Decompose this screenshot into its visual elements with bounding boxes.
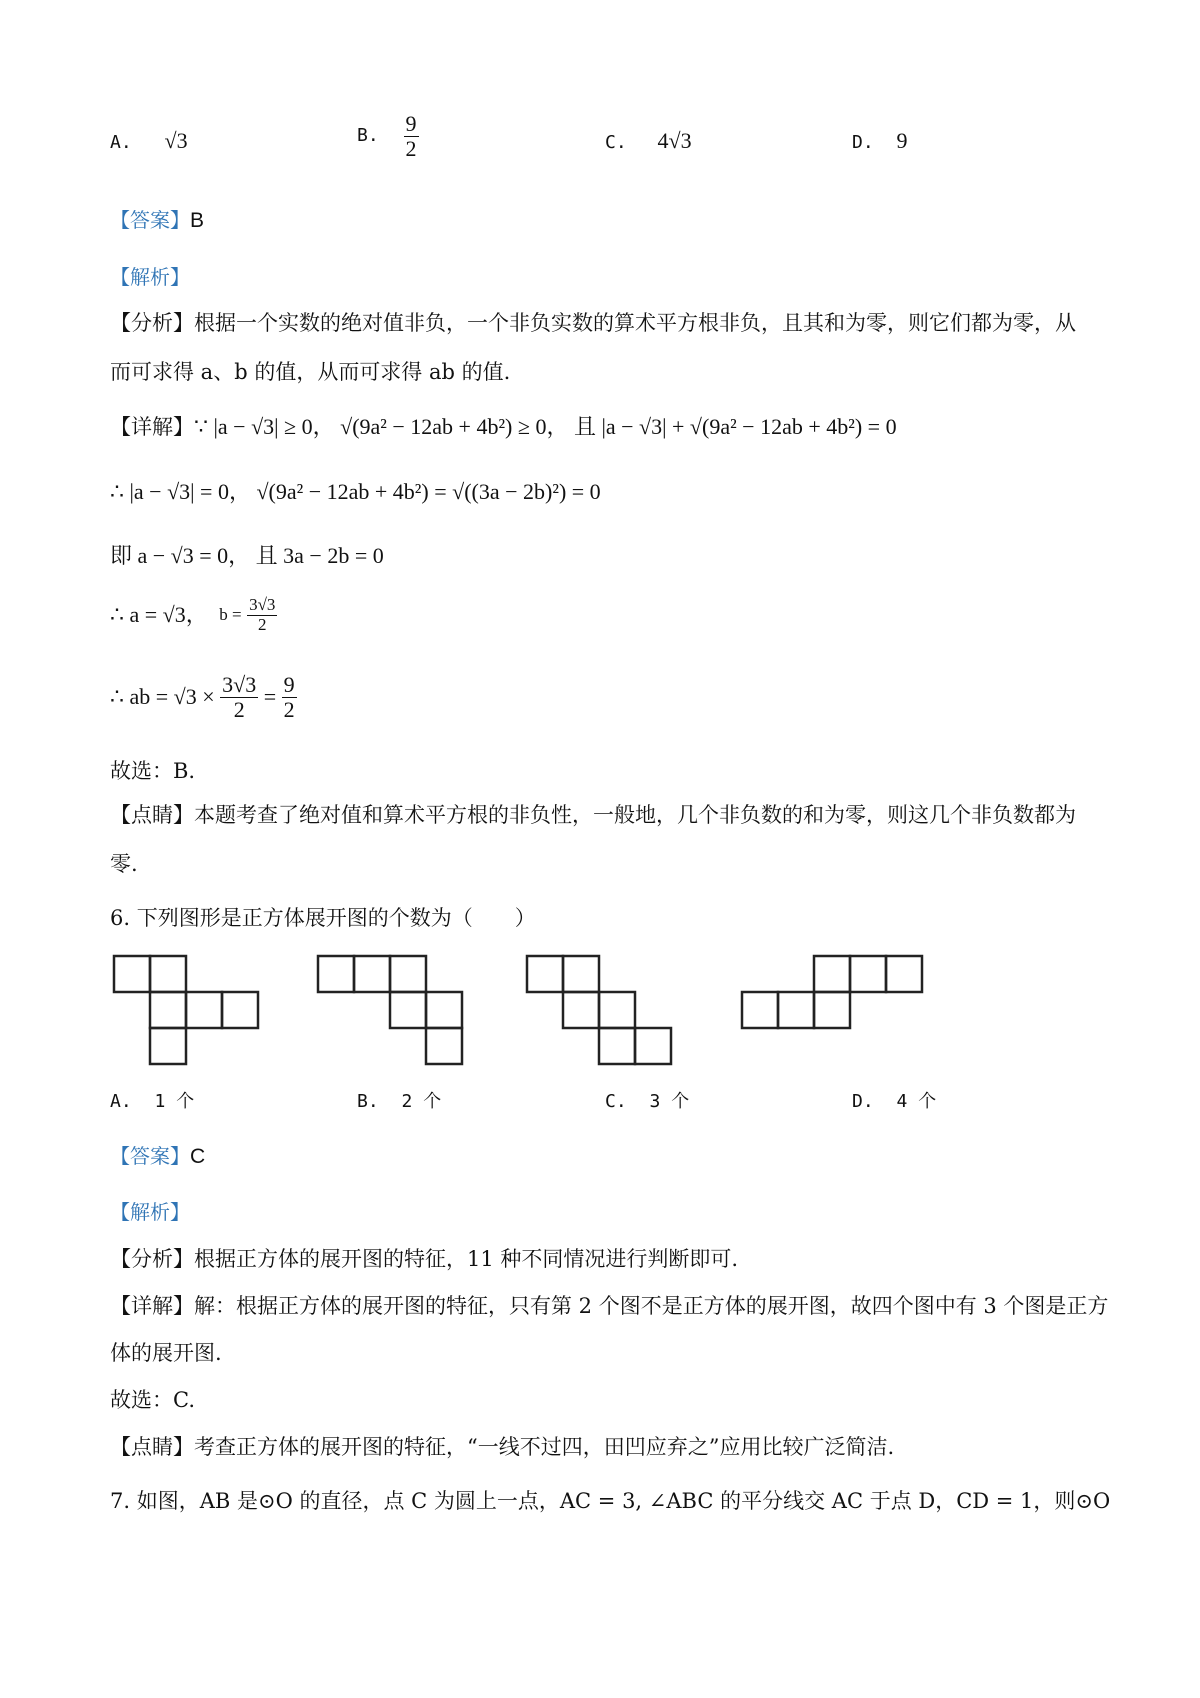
q6-fenxi	[110, 1244, 738, 1274]
option-value: √3	[164, 128, 188, 153]
q6-xiangjie-line-2: 体的展开图.	[110, 1341, 222, 1365]
q5-option-b	[357, 112, 419, 160]
fraction-denominator: 2	[405, 136, 417, 162]
equation: ∴ a = √3，	[110, 601, 208, 627]
q6-option-b	[357, 1087, 441, 1113]
q5-analysis-tag: 【解析】	[110, 265, 190, 289]
equation: b =	[219, 604, 242, 624]
option-letter: D.	[852, 1091, 874, 1112]
cube-net-figure-3	[525, 954, 675, 1069]
fraction-numerator: 9	[283, 672, 295, 697]
q5-dianjing-line-2: 零.	[110, 852, 138, 876]
fraction-numerator: 3√3	[222, 672, 257, 697]
answer-value: B	[190, 209, 205, 232]
q5-xiangjie-step-5	[110, 673, 297, 721]
q6-option-d	[852, 1087, 936, 1113]
fraction-numerator: 9	[405, 111, 417, 136]
fraction-numerator: 3√3	[249, 595, 276, 614]
fraction	[282, 673, 297, 721]
equation: ∵ |a − √3| ≥ 0， √(9a² − 12ab + 4b²) ≥ 0， 且 |a − √3| + √(9a² − 12ab + 4b²) = 0	[194, 414, 897, 439]
xiangjie-label: 【详解】	[110, 415, 194, 439]
dianjing-label: 【点睛】	[110, 803, 194, 827]
q5-fenxi-line-2: 而可求得 a、b 的值，从而可求得 ab 的值.	[110, 360, 511, 384]
cube-net-figure-4	[740, 954, 930, 1034]
option-letter: D.	[852, 132, 874, 153]
q5-xiangjie-step-2: ∴ |a − √3| = 0， √(9a² − 12ab + 4b²) = √((3a − 2b)²) = 0	[110, 479, 601, 504]
answer-tag: 【答案】	[110, 208, 190, 232]
q5-xiangjie-step-4	[110, 596, 277, 634]
option-value: 1 个	[154, 1091, 195, 1112]
q5-answer	[110, 205, 204, 236]
fenxi-label: 【分析】	[110, 311, 194, 335]
fraction	[247, 596, 277, 634]
equation: ∴ ab = √3 ×	[110, 684, 215, 710]
q6-dianjing	[110, 1432, 894, 1462]
fenxi-text: 根据一个实数的绝对值非负，一个非负实数的算术平方根非负，且其和为零，则它们都为零，从	[194, 311, 1076, 335]
q6-conclusion: 故选：C.	[110, 1388, 195, 1412]
q5-fenxi-line-1	[110, 308, 1076, 338]
q6-stem: 6. 下列图形是正方体展开图的个数为（ ）	[110, 906, 536, 930]
option-value: 4√3	[657, 128, 692, 153]
option-value: 2 个	[401, 1091, 442, 1112]
option-letter: C.	[605, 132, 627, 153]
option-letter: B.	[357, 125, 379, 147]
cube-net-figure-1	[112, 954, 262, 1069]
cube-net-figure-2	[316, 954, 466, 1069]
q5-option-a	[110, 128, 188, 154]
dianjing-label: 【点睛】	[110, 1435, 194, 1459]
dianjing-text: 考查正方体的展开图的特征，“一线不过四，田凹应弃之”应用比较广泛简洁.	[194, 1435, 895, 1459]
answer-value: C	[190, 1145, 206, 1168]
answer-tag: 【答案】	[110, 1144, 190, 1168]
q7-stem: 7. 如图，AB 是⊙O 的直径，点 C 为圆上一点，AC = 3, ∠ABC 的平分线交 AC 于点 D，CD = 1，则⊙O	[110, 1489, 1111, 1513]
q6-xiangjie-line-1	[110, 1291, 1108, 1321]
fenxi-label: 【分析】	[110, 1247, 194, 1271]
option-letter: B.	[357, 1091, 379, 1112]
dianjing-text: 本题考查了绝对值和算术平方根的非负性，一般地，几个非负数的和为零，则这几个非负数都为	[194, 803, 1076, 827]
xiangjie-label: 【详解】	[110, 1294, 194, 1318]
q5-dianjing-line-1	[110, 800, 1076, 830]
fraction-denominator: 2	[283, 697, 295, 723]
option-letter: C.	[605, 1091, 627, 1112]
q5-option-c	[605, 128, 692, 154]
q6-analysis-tag: 【解析】	[110, 1200, 190, 1224]
q6-answer	[110, 1141, 205, 1172]
fraction-denominator: 2	[233, 697, 245, 723]
q5-conclusion: 故选：B.	[110, 759, 196, 783]
fraction-denominator: 2	[258, 614, 267, 634]
option-value: 3 个	[649, 1091, 690, 1112]
option-letter: A.	[110, 132, 132, 153]
option-value: 9	[896, 128, 908, 153]
q5-xiangjie-step-3: 即 a − √3 = 0， 且 3a − 2b = 0	[110, 543, 384, 568]
xiangjie-text: 解：根据正方体的展开图的特征，只有第 2 个图不是正方体的展开图，故四个图中有 3 个图是正方	[194, 1294, 1109, 1318]
option-value: 4 个	[896, 1091, 937, 1112]
option-fraction	[404, 112, 419, 160]
q6-option-c	[605, 1087, 689, 1113]
fenxi-text: 根据正方体的展开图的特征，11 种不同情况进行判断即可.	[194, 1247, 739, 1271]
q5-xiangjie-step-1	[110, 412, 897, 442]
q6-option-a	[110, 1087, 194, 1113]
option-letter: A.	[110, 1091, 132, 1112]
q5-option-d	[852, 128, 908, 154]
equals-sign: =	[263, 684, 277, 710]
fraction	[220, 673, 258, 721]
